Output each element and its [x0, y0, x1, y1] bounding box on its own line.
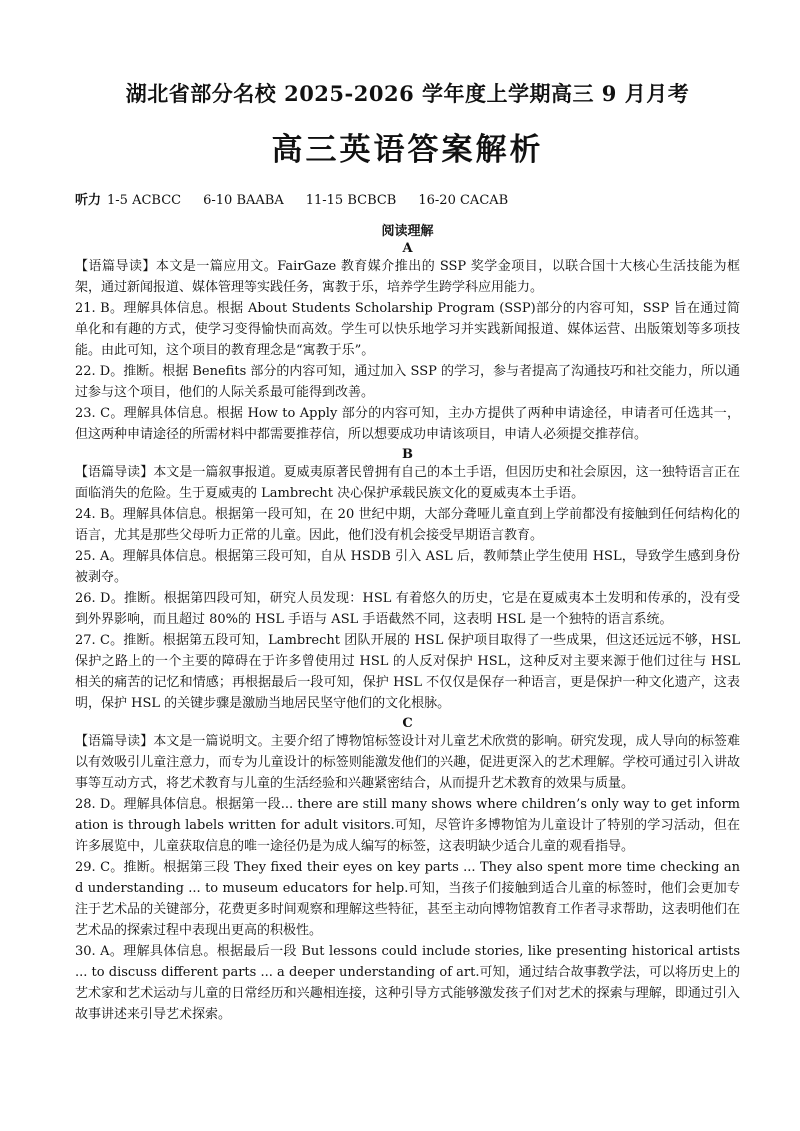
- exam-title: 湖北省部分名校 2025-2026 学年度上学期高三 9 月月考: [125, 81, 690, 106]
- reading-section-title: 阅读理解: [381, 224, 434, 239]
- answer-23: 23. C。理解具体信息。根据 How to Apply 部分的内容可知，主办方提供了两种申请途径，申请者可任选其一，但这两种申请途径的所需材料中都需要推荐信，所以想要成功申请该项目，申请人必须提交推荐信。: [75, 406, 740, 442]
- answer-27: 27. C。推断。根据第五段可知，Lambrecht 团队开展的 HSL 保护项目取得了一些成果，但这还远远不够，HSL 保护之路上的一个主要的障碍在于许多曾使用过 HSL 的人反对保护 HSL，这种反对主要来源于他们过往与 HSL 相关的痛苦的记忆和情感；再根据最后一段可知，保护 HSL 不仅仅是保存一种语言，更是保护一种文化遗产，这表明，保护 HSL 的关键步骤是激励当地居民坚守他们的文化根脉。: [75, 633, 740, 711]
- part-letter-a: A: [402, 241, 413, 256]
- listening-group-2: 6-10 BAABA: [203, 193, 284, 208]
- part-letter-b: B: [402, 447, 413, 462]
- reading-part-a: [75, 241, 740, 445]
- answer-22: 22. D。推断。根据 Benefits 部分的内容可知，通过加入 SSP 的学习，参与者提高了沟通技巧和社交能力，所以通过参与这个项目，他们的人际关系最可能得到改善。: [75, 364, 740, 400]
- listening-group-1: 1-5 ACBCC: [107, 193, 182, 208]
- answer-28: 28. D。理解具体信息。根据第一段... there are still many shows where children’s only way to get information is through labels written for adult visitors.可知，尽管许多博物馆为儿童设计了特别的学习活动，但在许多展览中，儿童获取信息的唯一途径仍是为成人编写的标签，这表明缺少适合儿童的观看指导。: [75, 797, 740, 854]
- part-c-intro: 【语篇导读】本文是一篇说明文。主要介绍了博物馆标签设计对儿童艺术欣赏的影响。研究发现，成人导向的标签难以有效吸引儿童注意力，而专为儿童设计的标签则能激发他们的兴趣，促进更深入的艺术理解。学校可通过引入讲故事等互动方式，将艺术教育与儿童的生活经验和兴趣紧密结合，从而提升艺术教育的效果与质量。: [75, 734, 740, 791]
- answer-30: 30. A。理解具体信息。根据最后一段 But lessons could include stories, like presenting historical artists ... to discuss different parts ... a deeper understanding of art.可知，通过结合故事教学法，可以将历史上的艺术家和艺术运动与儿童的日常经历和兴趣相连接，这种引导方式能够激发孩子们对艺术的探索与理解，即通过引入故事讲述来引导艺术探索。: [75, 944, 740, 1022]
- listening-label: 听力: [75, 193, 102, 208]
- answer-25: 25. A。理解具体信息。根据第三段可知，自从 HSDB 引入 ASL 后，教师禁止学生使用 HSL，导致学生感到身份被剥夺。: [75, 549, 740, 585]
- part-letter-c: C: [402, 716, 413, 731]
- answer-24: 24. B。理解具体信息。根据第一段可知，在 20 世纪中期，大部分聋哑儿童直到上学前都没有接触到任何结构化的语言，尤其是那些父母听力正常的儿童。因此，他们没有机会接受早期语言教育。: [75, 507, 740, 543]
- reading-part-c: [75, 716, 740, 1025]
- listening-group-4: 16-20 CACAB: [418, 193, 509, 208]
- part-b-intro: 【语篇导读】本文是一篇叙事报道。夏威夷原著民曾拥有自己的本土手语，但因历史和社会原因，这一独特语言正在面临消失的危险。生于夏威夷的 Lambrecht 决心保护承载民族文化的夏威夷本土手语。: [75, 465, 740, 501]
- reading-part-b: [75, 447, 740, 714]
- part-a-intro: 【语篇导读】本文是一篇应用文。FairGaze 教育媒介推出的 SSP 奖学金项目，以联合国十大核心生活技能为框架，通过新闻报道、媒体管理等实践任务，寓教于乐，培养学生跨学科应用能力。: [75, 259, 740, 295]
- document-title: 高三英语答案解析: [271, 132, 544, 168]
- answer-26: 26. D。推断。根据第四段可知，研究人员发现：HSL 有着悠久的历史，它是在夏威夷本土发明和传承的，没有受到外界影响，而且超过 80%的 HSL 手语与 ASL 手语截然不同，这表明 HSL 是一个独特的语言系统。: [75, 591, 740, 627]
- listening-group-3: 11-15 BCBCB: [305, 193, 397, 208]
- listening-answers: [75, 189, 740, 208]
- answer-29: 29. C。推断。根据第三段 They fixed their eyes on key parts ... They also spent more time checking and understanding ... to museum educators for help.可知，当孩子们接触到适合儿童的标签时，他们会更加专注于艺术品的关键部分，花费更多时间观察和理解这些特征，甚至主动向博物馆教育工作者寻求帮助，这表明他们在艺术品的探索过程中表现出更高的积极性。: [75, 860, 740, 938]
- answer-21: 21. B。理解具体信息。根据 About Students Scholarship Program (SSP)部分的内容可知，SSP 旨在通过简单化和有趣的方式，使学习变得愉快而高效。学生可以快乐地学习并实践新闻报道、媒体运营、出版策划等多项技能。由此可知，这个项目的教育理念是“寓教于乐”。: [75, 301, 740, 358]
